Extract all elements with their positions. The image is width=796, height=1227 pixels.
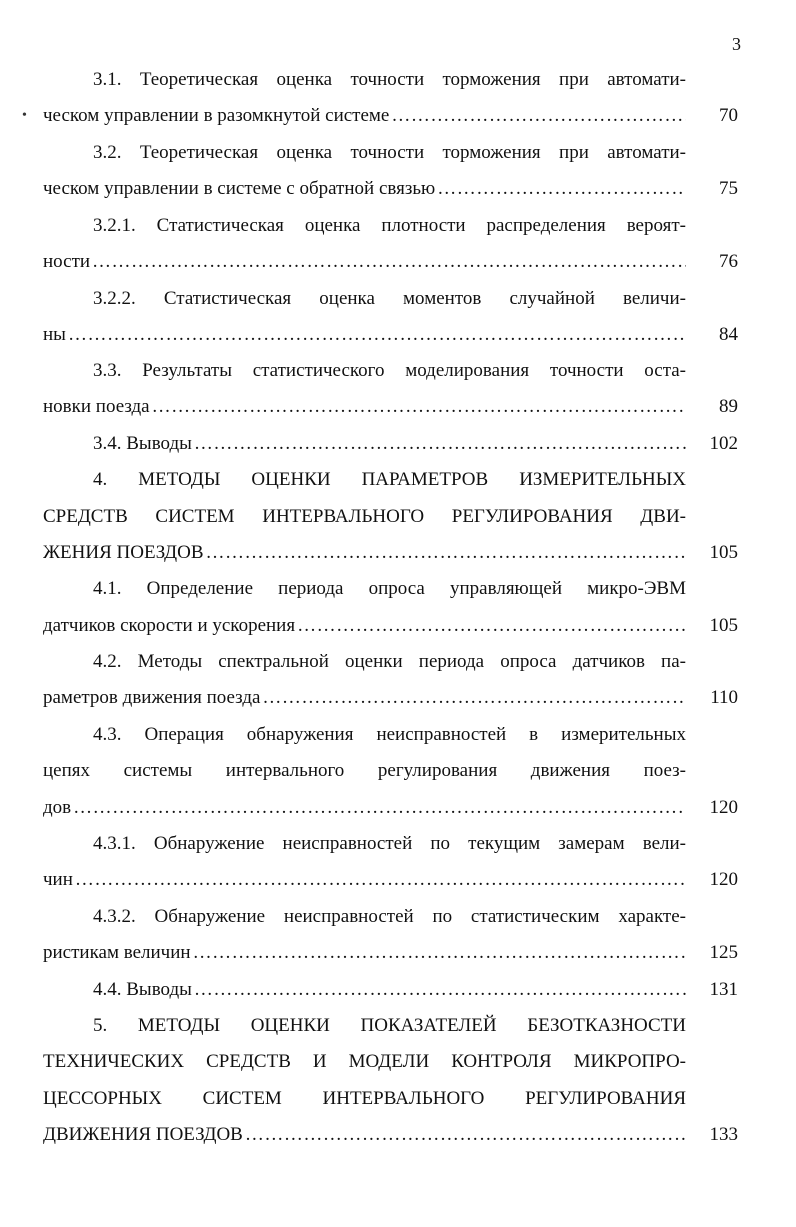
toc-line: 3.4. Выводы …………………………………………………………………………………………………………………………………………………………………… [93, 432, 686, 456]
toc-line: ны …………………………………………………………………………………………………………………………………………………………………… [43, 323, 686, 347]
toc-page-number: 120 [709, 797, 738, 818]
toc-line: датчиков скорости и ускорения …………………………………………………………………………………………………………………………………………………………………… [43, 614, 686, 638]
toc-line: 4.3. Операция обнаружения неисправностей в измерительных [93, 724, 686, 745]
dot-leader [68, 323, 686, 347]
dot-leader [391, 104, 686, 128]
toc-page-number: 133 [709, 1124, 738, 1145]
toc-line: 4.3.1. Обнаружение неисправностей по текущим замерам вели- [93, 833, 686, 854]
toc-page-number: 75 [719, 178, 738, 199]
page-number: 3 [732, 34, 741, 54]
toc-line: 4.2. Методы спектральной оценки периода опроса датчиков па- [93, 651, 686, 672]
toc-line: 3.2.1. Статистическая оценка плотности распределения вероят- [93, 215, 686, 236]
toc-line: 3.1. Теоретическая оценка точности торможения при автомати- [93, 69, 686, 90]
toc-line: цепях системы интервального регулирования движения поез- [43, 760, 686, 781]
dot-leader [245, 1123, 686, 1147]
toc-page-number: 70 [719, 105, 738, 126]
toc-page-number: 76 [719, 251, 738, 272]
toc-page-number: 105 [709, 542, 738, 563]
toc-page-number: 120 [709, 869, 738, 890]
dot-leader [297, 614, 686, 638]
toc-line: новки поезда …………………………………………………………………………………………………………………………………………………………………… [43, 395, 686, 419]
toc-line: ристикам величин …………………………………………………………………………………………………………………………………………………………………… [43, 941, 686, 965]
toc-line: раметров движения поезда …………………………………………………………………………………………………………………………………………………………………… [43, 686, 686, 710]
toc-line: ТЕХНИЧЕСКИХ СРЕДСТВ И МОДЕЛИ КОНТРОЛЯ МИКРОПРО- [43, 1051, 686, 1072]
toc-line: ЖЕНИЯ ПОЕЗДОВ …………………………………………………………………………………………………………………………………………………………………… [43, 541, 686, 565]
toc-line: 3.2. Теоретическая оценка точности торможения при автомати- [93, 142, 686, 163]
toc-page-number: 110 [710, 687, 738, 708]
toc-line: ности …………………………………………………………………………………………………………………………………………………………………… [43, 250, 686, 274]
scan-speck: • [22, 108, 27, 123]
toc-page-number: 125 [709, 942, 738, 963]
dot-leader [193, 941, 686, 965]
dot-leader [194, 978, 686, 1002]
toc-line: 4.4. Выводы …………………………………………………………………………………………………………………………………………………………………… [93, 978, 686, 1002]
toc-line: 3.3. Результаты статистического моделирования точности оста- [93, 360, 686, 381]
dot-leader [73, 796, 686, 820]
toc-page-number: 84 [719, 324, 738, 345]
toc-page-number: 105 [709, 615, 738, 636]
dot-leader [75, 868, 686, 892]
dot-leader [262, 686, 686, 710]
toc-line: 5. МЕТОДЫ ОЦЕНКИ ПОКАЗАТЕЛЕЙ БЕЗОТКАЗНОСТИ [93, 1015, 686, 1036]
dot-leader [206, 541, 687, 565]
dot-leader [92, 250, 686, 274]
toc-line: 4.3.2. Обнаружение неисправностей по статистическим характе- [93, 906, 686, 927]
dot-leader [194, 432, 686, 456]
toc-line: 4.1. Определение периода опроса управляющей микро-ЭВМ [93, 578, 686, 599]
dot-leader [152, 395, 686, 419]
dot-leader [437, 177, 686, 201]
toc-line: дов …………………………………………………………………………………………………………………………………………………………………… [43, 796, 686, 820]
toc-page-number: 102 [709, 433, 738, 454]
toc-line: 4. МЕТОДЫ ОЦЕНКИ ПАРАМЕТРОВ ИЗМЕРИТЕЛЬНЫХ [93, 469, 686, 490]
toc-line: чин …………………………………………………………………………………………………………………………………………………………………… [43, 868, 686, 892]
toc-line: ДВИЖЕНИЯ ПОЕЗДОВ …………………………………………………………………………………………………………………………………………………………………… [43, 1123, 686, 1147]
toc-line: ческом управлении в разомкнутой системе …………………………………………………………………………………………………………………………………………………………………… [43, 104, 686, 128]
toc-line: ЦЕССОРНЫХ СИСТЕМ ИНТЕРВАЛЬНОГО РЕГУЛИРОВАНИЯ [43, 1088, 686, 1109]
toc-page-number: 89 [719, 396, 738, 417]
toc-page-number: 131 [709, 979, 738, 1000]
toc-line: 3.2.2. Статистическая оценка моментов случайной величи- [93, 288, 686, 309]
toc-line: СРЕДСТВ СИСТЕМ ИНТЕРВАЛЬНОГО РЕГУЛИРОВАНИЯ ДВИ- [43, 506, 686, 527]
toc-line: ческом управлении в системе с обратной связью …………………………………………………………………………………………………………………………………………………………………… [43, 177, 686, 201]
